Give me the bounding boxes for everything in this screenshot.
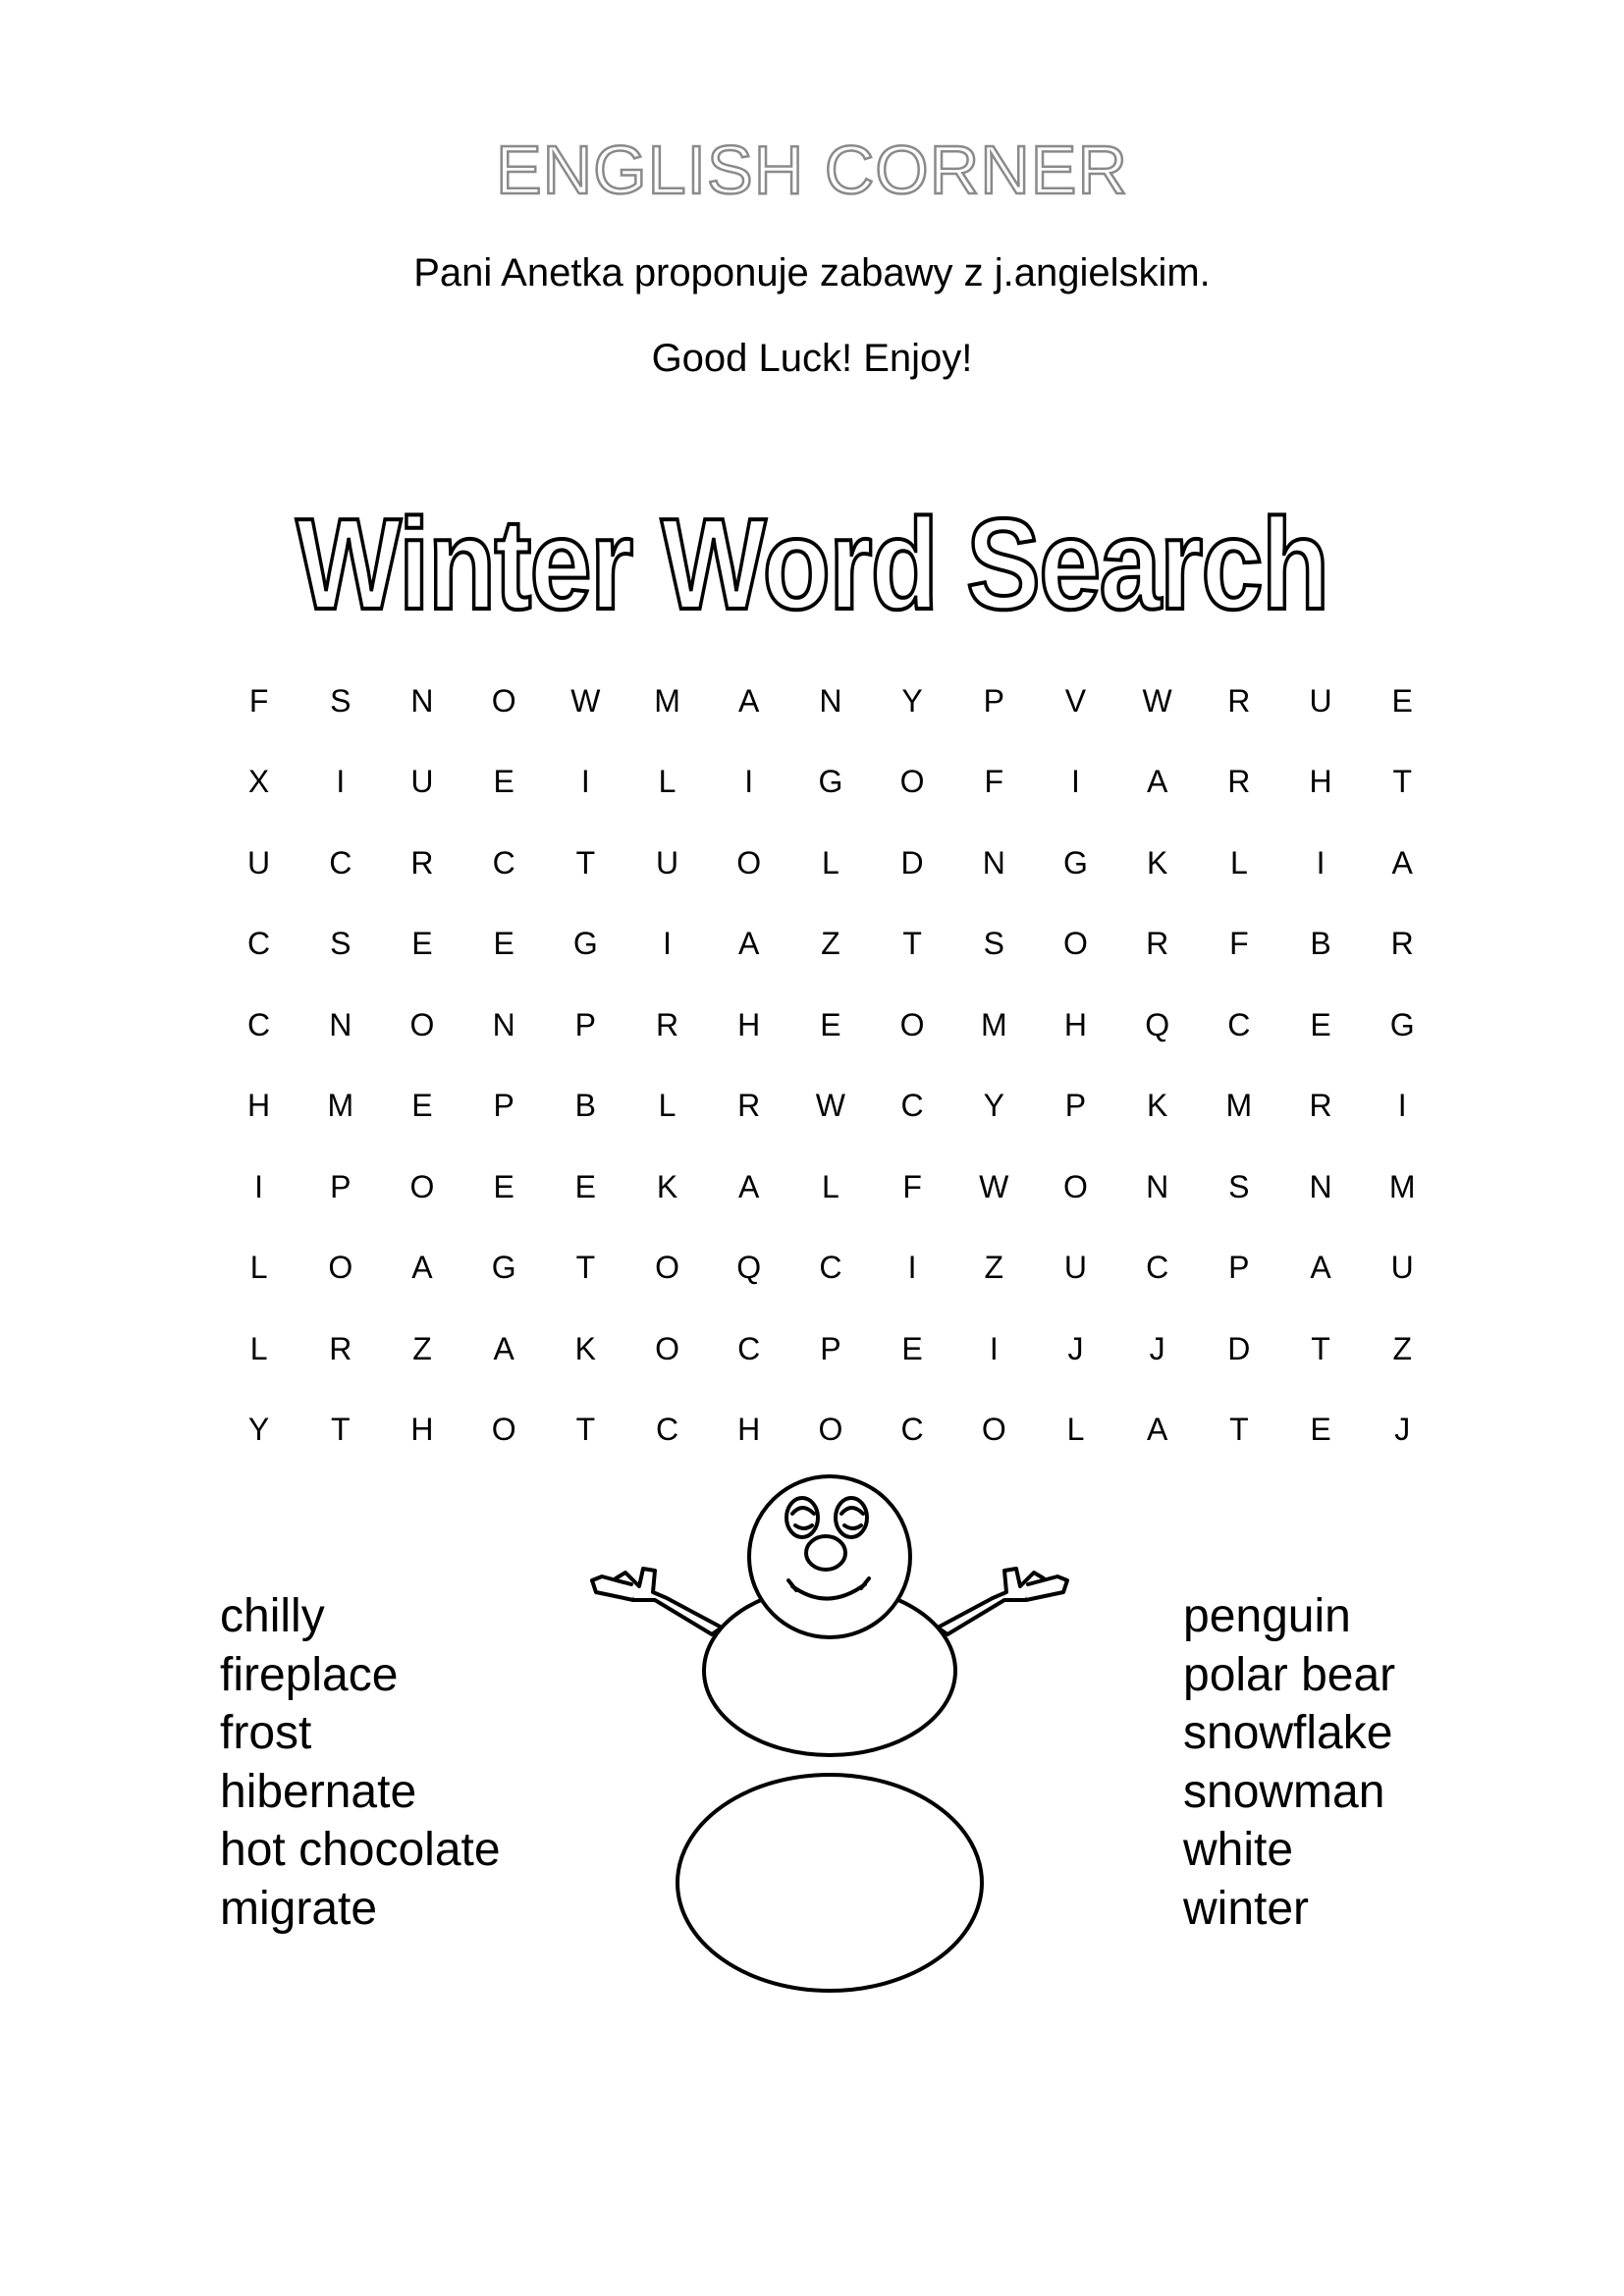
word-list-item: chilly [220, 1590, 325, 1642]
grid-letter: J [1149, 1330, 1165, 1366]
grid-row [218, 823, 1443, 904]
grid-letter: L [1229, 844, 1248, 881]
word-list-item: penguin [1183, 1590, 1351, 1642]
grid-letter: N [982, 844, 1005, 881]
grid-letter: L [658, 1088, 677, 1124]
grid-letter: A [493, 1330, 514, 1366]
grid-letter: O [491, 1412, 516, 1448]
word-list-item: white [1183, 1824, 1294, 1876]
grid-letter: H [1063, 1006, 1088, 1042]
grid-letter: N [329, 1006, 352, 1042]
grid-row [218, 904, 1443, 986]
grid-letter: F [984, 764, 1004, 800]
grid-letter: S [983, 926, 1004, 962]
grid-letter: P [574, 1006, 597, 1042]
grid-letter: A [738, 1168, 760, 1204]
grid-letter: N [1309, 1168, 1332, 1204]
grid-letter: P [330, 1168, 352, 1204]
grid-letter: K [656, 1168, 678, 1204]
grid-letter: I [1316, 844, 1326, 881]
grid-letter: T [575, 1412, 596, 1448]
grid-letter: L [822, 1168, 839, 1204]
grid-letter: Y [901, 682, 923, 719]
grid-letter: J [1067, 1330, 1084, 1366]
grid-letter: M [1388, 1168, 1416, 1204]
grid-letter: B [574, 1088, 597, 1124]
word-list-item: winter [1183, 1882, 1310, 1935]
grid-letter: A [1146, 764, 1168, 800]
grid-letter: U [1063, 1250, 1088, 1286]
word-list-item: snowman [1183, 1765, 1385, 1818]
grid-letter: O [818, 1412, 843, 1448]
grid-letter: C [492, 844, 515, 881]
word-list-item: frost [220, 1707, 312, 1759]
grid-letter: C [1146, 1250, 1169, 1286]
snowman-icon [574, 1463, 1085, 1993]
grid-letter: O [899, 1006, 925, 1042]
grid-letter: R [329, 1330, 352, 1366]
grid-letter: I [989, 1330, 999, 1366]
grid-letter: I [663, 926, 672, 962]
grid-row [218, 1308, 1443, 1390]
grid-letter: E [411, 1088, 433, 1124]
word-list-item: hibernate [220, 1765, 417, 1818]
grid-letter: B [1310, 926, 1331, 962]
grid-letter: K [574, 1330, 597, 1366]
word-list-left [220, 1587, 501, 1938]
grid-letter: R [737, 1088, 761, 1124]
grid-letter: C [900, 1088, 924, 1124]
grid-letter: K [1146, 844, 1168, 881]
grid-letter: E [493, 1168, 514, 1204]
grid-letter: R [1227, 764, 1251, 800]
grid-letter: N [1146, 1168, 1169, 1204]
grid-letter: L [658, 764, 677, 800]
grid-letter: C [247, 926, 271, 962]
grid-letter: O [409, 1006, 435, 1042]
grid-letter: T [1392, 764, 1412, 800]
word-list-right [1183, 1587, 1395, 1938]
grid-letter: Q [1145, 1006, 1170, 1042]
grid-letter: G [491, 1250, 516, 1286]
grid-letter: D [900, 844, 924, 881]
grid-letter: C [737, 1330, 761, 1366]
grid-letter: C [247, 1006, 271, 1042]
grid-letter: E [901, 1330, 923, 1366]
grid-letter: O [981, 1412, 1006, 1448]
grid-letter: G [818, 764, 843, 800]
grid-letter: R [1146, 926, 1169, 962]
grid-row [218, 1066, 1443, 1148]
grid-letter: X [247, 764, 270, 800]
letter-grid [218, 661, 1443, 1470]
grid-letter: G [1389, 1006, 1415, 1042]
grid-letter: A [738, 926, 760, 962]
grid-letter: H [737, 1006, 761, 1042]
grid-letter: Z [984, 1250, 1004, 1286]
grid-letter: E [1310, 1006, 1331, 1042]
grid-letter: S [1228, 1168, 1250, 1204]
grid-letter: P [983, 682, 1004, 719]
word-list-item: fireplace [220, 1648, 399, 1701]
grid-letter: O [1063, 926, 1088, 962]
grid-letter: F [902, 1168, 922, 1204]
grid-letter: R [1227, 682, 1251, 719]
grid-letter: D [1227, 1330, 1251, 1366]
grid-letter: A [1146, 1412, 1168, 1448]
grid-letter: H [410, 1412, 434, 1448]
grid-letter: L [249, 1330, 268, 1366]
grid-letter: C [819, 1250, 842, 1286]
grid-row [218, 1390, 1443, 1471]
grid-letter: A [411, 1250, 433, 1286]
greeting-line: Good Luck! Enjoy! [651, 337, 973, 380]
grid-letter: L [249, 1250, 268, 1286]
grid-letter: O [409, 1168, 435, 1204]
grid-letter: E [493, 764, 514, 800]
grid-letter: T [575, 844, 596, 881]
grid-letter: N [410, 682, 434, 719]
grid-letter: R [655, 1006, 679, 1042]
grid-letter: O [736, 844, 762, 881]
grid-letter: W [1142, 682, 1172, 719]
grid-letter: I [1397, 1088, 1407, 1124]
grid-letter: E [820, 1006, 841, 1042]
grid-letter: P [820, 1330, 841, 1366]
grid-letter: E [574, 1168, 597, 1204]
grid-letter: O [899, 764, 925, 800]
grid-letter: C [329, 844, 352, 881]
grid-letter: I [744, 764, 754, 800]
grid-letter: W [979, 1168, 1009, 1204]
grid-letter: U [1390, 1250, 1414, 1286]
grid-letter: S [330, 682, 352, 719]
grid-letter: H [737, 1412, 761, 1448]
grid-row [218, 661, 1443, 742]
grid-letter: E [411, 926, 433, 962]
word-list-item: polar bear [1183, 1648, 1396, 1701]
intro-line: Pani Anetka proponuje zabawy z j.angielskim. [413, 251, 1211, 294]
grid-letter: W [815, 1088, 845, 1124]
grid-letter: V [1064, 682, 1087, 719]
grid-letter: E [1310, 1412, 1331, 1448]
grid-letter: Y [247, 1412, 270, 1448]
word-list-item: snowflake [1183, 1707, 1393, 1759]
word-list-item: migrate [220, 1882, 378, 1935]
english-corner-heading: ENGLISH CORNER [495, 132, 1129, 208]
grid-letter: T [331, 1412, 351, 1448]
grid-letter: O [491, 682, 516, 719]
grid-letter: E [1391, 682, 1413, 719]
grid-letter: G [1063, 844, 1088, 881]
grid-letter: L [1066, 1412, 1085, 1448]
grid-letter: F [248, 682, 269, 719]
grid-letter: P [1064, 1088, 1087, 1124]
grid-letter: G [572, 926, 598, 962]
grid-letter: A [1391, 844, 1413, 881]
grid-letter: I [336, 764, 346, 800]
grid-letter: K [1146, 1088, 1168, 1124]
grid-letter: I [1071, 764, 1080, 800]
grid-letter: E [493, 926, 514, 962]
grid-letter: P [1228, 1250, 1250, 1286]
grid-row [218, 1147, 1443, 1228]
grid-letter: F [1229, 926, 1249, 962]
grid-letter: H [247, 1088, 271, 1124]
word-search-title: Winter Word Search [296, 492, 1328, 636]
grid-letter: O [655, 1330, 679, 1366]
grid-letter: R [1309, 1088, 1332, 1124]
grid-row [218, 985, 1443, 1066]
grid-letter: O [1063, 1168, 1088, 1204]
grid-row [218, 1228, 1443, 1309]
grid-letter: S [330, 926, 352, 962]
grid-letter: O [328, 1250, 353, 1286]
grid-letter: M [1225, 1088, 1253, 1124]
grid-letter: T [902, 926, 922, 962]
grid-letter: N [819, 682, 842, 719]
grid-letter: P [493, 1088, 514, 1124]
word-list-item: hot chocolate [220, 1824, 501, 1876]
grid-letter: Z [412, 1330, 432, 1366]
grid-letter: L [822, 844, 839, 881]
grid-letter: A [738, 682, 760, 719]
grid-letter: M [980, 1006, 1007, 1042]
grid-letter: M [654, 682, 680, 719]
grid-letter: U [410, 764, 434, 800]
grid-letter: I [907, 1250, 917, 1286]
grid-letter: I [580, 764, 590, 800]
grid-letter: R [410, 844, 434, 881]
grid-letter: M [327, 1088, 354, 1124]
grid-row [218, 742, 1443, 824]
grid-letter: I [254, 1168, 264, 1204]
grid-letter: Q [736, 1250, 762, 1286]
grid-letter: J [1394, 1412, 1411, 1448]
grid-letter: C [655, 1412, 679, 1448]
grid-letter: H [1309, 764, 1332, 800]
grid-letter: U [247, 844, 271, 881]
grid-letter: A [1310, 1250, 1331, 1286]
grid-letter: W [570, 682, 601, 719]
grid-letter: T [575, 1250, 596, 1286]
grid-letter: Y [983, 1088, 1004, 1124]
grid-letter: R [1390, 926, 1414, 962]
grid-letter: O [655, 1250, 679, 1286]
grid-letter: C [1227, 1006, 1251, 1042]
grid-letter: T [1229, 1412, 1249, 1448]
grid-letter: Z [1392, 1330, 1412, 1366]
grid-letter: U [655, 844, 679, 881]
grid-letter: U [1309, 682, 1332, 719]
grid-letter: T [1311, 1330, 1330, 1366]
grid-letter: N [492, 1006, 515, 1042]
grid-letter: C [900, 1412, 924, 1448]
grid-letter: Z [821, 926, 840, 962]
